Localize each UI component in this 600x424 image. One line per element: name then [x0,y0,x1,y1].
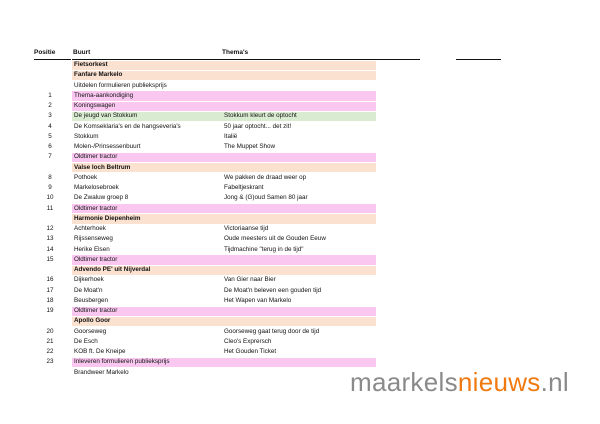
logo-part-nl: .nl [540,367,569,397]
table-row [0,306,600,316]
row-buurt: Oldtimer tractor [74,307,118,314]
row-thema: Cleo's Exprersch [224,337,272,345]
row-thema: Jong & (G)oud Samen 80 jaar [224,194,308,202]
row-buurt: Harmonie Diepenheim [74,214,141,222]
row-thema: Tijdmachine "terug in de tijd" [224,245,304,253]
table-row [0,60,600,70]
row-buurt: Brandweer Markelo [74,368,129,376]
row-highlight [72,61,376,70]
row-buurt: Beusbergen [74,296,108,304]
table-row [0,122,600,132]
table-row [0,91,600,101]
row-positie: 6 [48,143,52,150]
row-buurt: De Zwaluw groep 8 [74,194,129,202]
table-row [0,234,600,244]
table-row [0,204,600,214]
row-thema: Van Gier naar Bier [224,276,276,284]
table-row [0,193,600,203]
row-buurt: Markelosebroek [74,184,119,191]
table-row [0,224,600,234]
row-thema: Het Gouden Ticket [224,348,277,355]
row-buurt: De Esch [74,337,98,345]
row-buurt: Herike Elsen [74,245,110,253]
table-row [0,286,600,296]
row-positie: 4 [48,122,52,130]
table-row [0,275,600,285]
row-positie: 14 [46,245,54,253]
row-positie: 2 [48,102,52,109]
table-row [0,316,600,326]
row-thema: 50 jaar optocht... det zit! [224,122,292,130]
row-thema: Italië [224,132,238,140]
header-themas: Thema's [222,49,249,56]
row-buurt: Fietsorkest [74,61,108,68]
row-buurt: KOB ft. De Kneipe [74,348,126,355]
table-row [0,142,600,152]
row-highlight [72,255,376,264]
row-highlight [72,204,376,213]
table-row [0,357,600,367]
row-thema: Het Wapen van Markelo [224,296,292,304]
table-row [0,70,600,80]
row-buurt: Molen-/Prinsessenbuurt [74,143,141,150]
table-row [0,337,600,347]
row-buurt: Oldtimer tractor [74,255,118,263]
row-positie: 22 [46,348,54,355]
row-thema: Goorseweg gaat terug door de tijd [224,327,320,335]
row-buurt: Goorseweg [74,327,107,335]
row-buurt: De jeugd van Stokkum [74,112,138,120]
row-positie: 5 [48,132,52,140]
table-row [0,245,600,255]
row-buurt: De Komseklaria's en de hangseveria's [74,122,181,130]
table-row [0,152,600,162]
row-buurt: Thema-aankondiging [74,91,134,99]
row-positie: 10 [46,194,54,202]
table-row [0,183,600,193]
header-positie: Positie [34,49,56,56]
table-row [0,255,600,265]
row-buurt: Koningswagen [74,102,116,109]
row-buurt: Achterhoek [74,225,106,232]
row-positie: 9 [48,184,52,191]
parade-table [0,60,600,378]
row-thema: We pakken de draad weer op [224,173,307,181]
row-buurt: Oldtimer tractor [74,153,118,161]
row-thema: Victoriaanse tijd [224,225,269,232]
table-row [0,214,600,224]
row-highlight [72,102,376,111]
row-highlight [72,317,376,326]
table-row [0,111,600,121]
header-buurt: Buurt [73,49,91,56]
row-thema: Stokkum kleurt de optocht [224,112,297,120]
row-positie: 15 [46,255,54,263]
row-buurt: Apollo Goor [74,317,111,325]
row-positie: 17 [46,286,54,294]
row-highlight [72,307,376,316]
row-positie: 21 [46,337,54,345]
row-buurt: Pothoek [74,173,98,181]
maarkelsnieuws-logo [350,367,569,398]
row-buurt: De Moat'n [74,286,103,294]
row-buurt: Dijkerhoek [74,276,104,284]
logo-part-maarkels: maarkels [350,367,458,397]
table-row [0,163,600,173]
table-header [0,49,600,59]
row-positie: 7 [48,153,52,161]
row-positie: 1 [48,91,52,99]
row-buurt: Valse loch Beltrum [74,163,131,171]
table-row [0,347,600,357]
row-thema: The Muppet Show [224,143,276,150]
row-positie: 12 [46,225,54,232]
row-positie: 23 [46,358,54,366]
row-buurt: Fanfare Markelo [74,71,123,79]
row-positie: 8 [48,173,52,181]
table-row [0,327,600,337]
row-buurt: Inleveren formulieren publieksprijs [74,358,170,366]
table-row [0,101,600,111]
row-positie: 3 [48,112,52,120]
row-positie: 18 [46,296,54,304]
table-row [0,265,600,275]
row-buurt: Oldtimer tractor [74,204,118,212]
row-thema: De Moat'n beleven een gouden tijd [224,286,322,294]
row-highlight [72,153,376,162]
row-thema: Fabeltjeskrant [224,184,264,191]
row-positie: 20 [46,327,54,335]
row-positie: 16 [46,276,54,284]
table-row [0,132,600,142]
table-row [0,296,600,306]
row-positie: 19 [46,307,54,314]
table-row [0,173,600,183]
logo-part-nieuws: nieuws [457,367,541,397]
row-buurt: Rijssenseweg [74,235,113,243]
row-positie: 13 [46,235,54,243]
row-positie: 11 [46,204,54,212]
row-buurt: Stokkum [74,132,99,140]
table-row [0,81,600,91]
row-buurt: Uitdelen formulieren publieksprijs [74,81,167,89]
row-buurt: Advendo PE' uit Nijverdal [74,266,151,273]
row-thema: Oude meesters uit de Gouden Eeuw [224,235,326,243]
